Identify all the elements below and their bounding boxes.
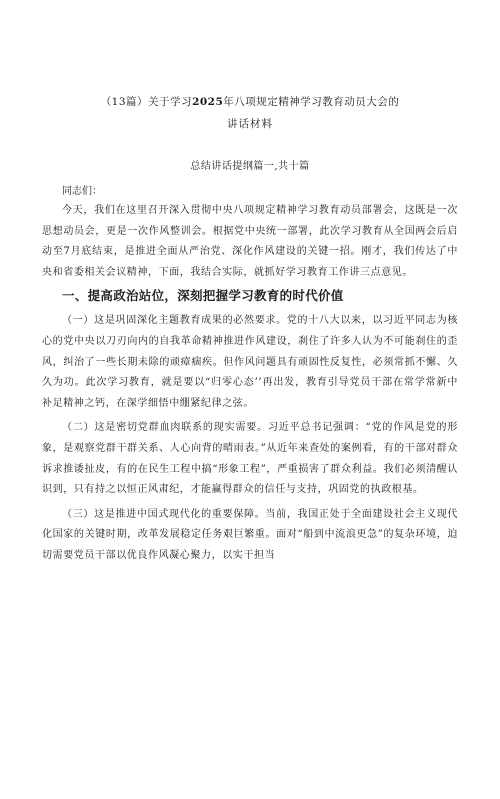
section-heading-1: 一、提高政治站位，深刻把握学习教育的时代价值 [62, 288, 344, 304]
body-paragraph: （三）这是推进中国式现代化的重要保障。当前，我国正处于全面建设社会主义现代化国家的关键时期，改革发展稳定任务艰巨繁重。面对“船到中流浪更急”的复杂环境，迫切需要党员干部以优良作风凝心聚力，以实干担当 [42, 508, 458, 561]
document-subtitle: 讲话材料 [227, 118, 273, 130]
intro-paragraph: 今天，我们在这里召开深入贯彻中央八项规定精神学习教育动员部署会，这既是一次思想动员会，更是一次作风整训会。根据党中央统一部署，此次学习教育从全国两会后启动至7月底结束，是推进全面从严治党、深化作风建设的关键一招。刚才，我们传达了中央和省委相关会议精神，下面，我结合实际，就抓好学习教育工作讲三点意见。 [42, 205, 458, 278]
title-year: 2025 [192, 96, 224, 108]
title-prefix: （13篇）关于学习 [100, 96, 193, 108]
document-page [0, 92, 500, 799]
document-title [42, 92, 458, 112]
title-suffix: 年八项规定精神学习教育动员大会的 [223, 96, 400, 108]
greeting: 同志们： [62, 186, 102, 197]
outline-label: 总结讲话提纲篇一,共十篇 [190, 161, 310, 172]
body-paragraph: （一）这是巩固深化主题教育成果的必然要求。党的十八大以来，以习近平同志为核心的党中央以刀刃向内的自我革命精神推进作风建设，刹住了许多人认为不可能刹住的歪风，纠治了一些长期未除的顽瘴痼疾。但作风问题具有顽固性反复性，必须常抓不懈、久久为功。此次学习教育，就是要以“归零心态’’再出发，教育引导党员干部在常学常新中补足精神之钙，在深学细悟中绷紧纪律之弦。 [42, 315, 458, 409]
body-paragraph: （二）这是密切党群血肉联系的现实需要。习近平总书记强调：“党的作风是党的形象，是观察党群干群关系、人心向背的晴雨表。”从近年来查处的案例看，有的干部对群众诉求推诿扯皮，有的在民生工程中搞“形象工程”，严重损害了群众利益。我们必须清醒认识到，只有持之以恒正风肃纪，才能赢得群众的信任与支持，巩固党的执政根基。 [42, 422, 458, 496]
